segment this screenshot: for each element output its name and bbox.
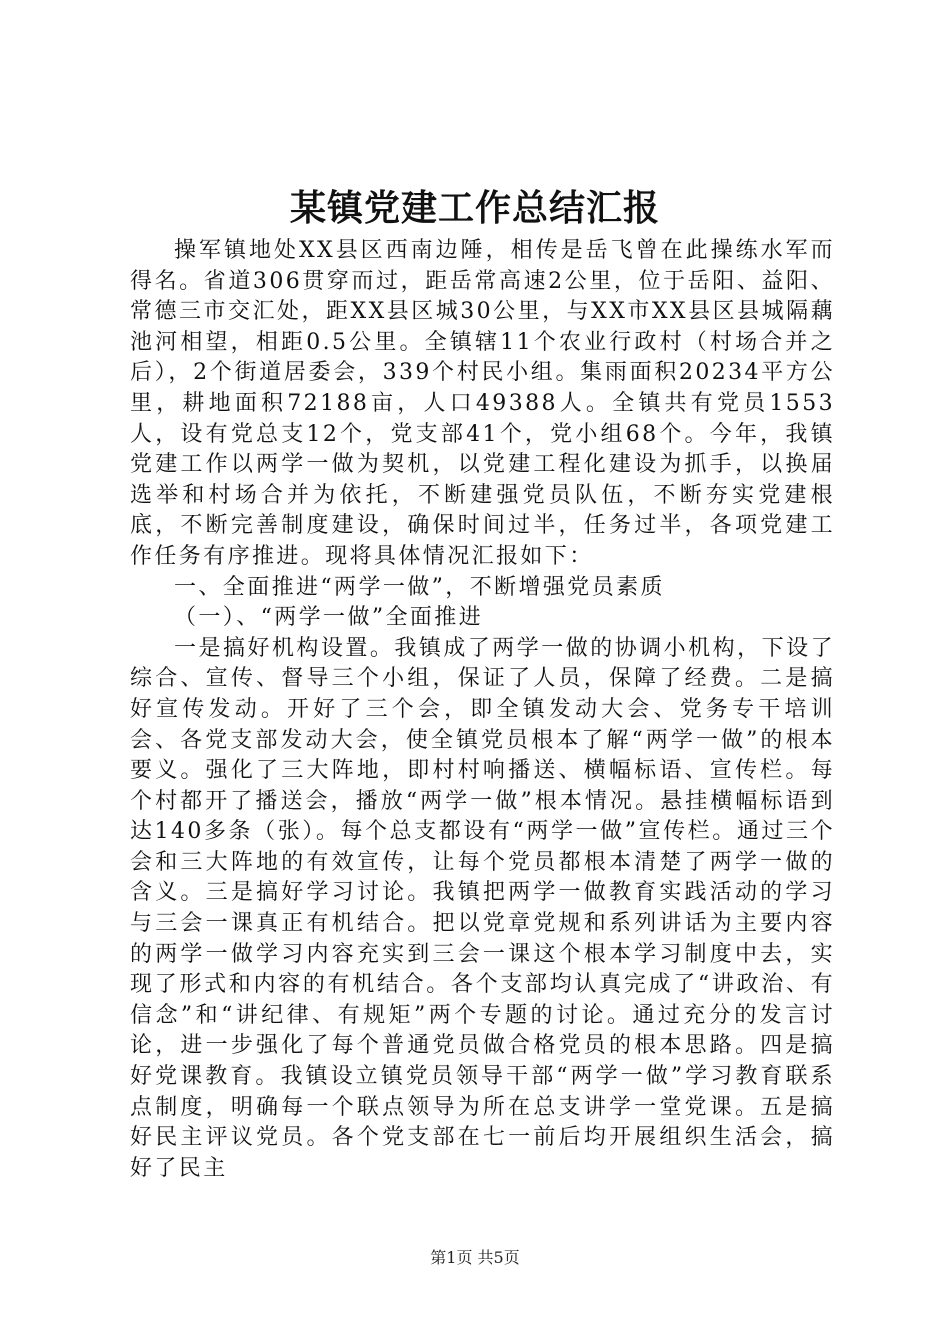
subsection-heading-1: （一）、“两学一做”全面推进 [174,605,484,631]
paragraph-intro: 操军镇地处XX县区西南边陲，相传是岳飞曾在此操练水军而得名。省道306贯穿而过，距岳常高速2公里，位于岳阳、益阳、常德三市交汇处，距XX县区城30公里，与XX市XX县区县城隔藕池河相望，相距0.5公里。全镇辖11个农业行政村（村场合并之后），2个街道居委会，339个村民小组。集雨面积20234平方公里，耕地面积72188亩，人口49388人。全镇共有党员1553人，设有党总支12个，党支部41个，党小组68个。今年，我镇党建工作以两学一做为契机，以党建工程化建设为抓手，以换届选举和村场合并为依托，不断建强党员队伍，不断夯实党建根底，不断完善制度建设，确保时间过半，任务过半，各项党建工作任务有序推进。现将具体情况汇报如下： [130,238,835,569]
section-heading-1: 一、全面推进“两学一做”，不断增强党员素质 [174,574,665,600]
page-number-footer: 第1页 共5页 [430,1248,520,1267]
document-body [130,236,835,1184]
paragraph-section-1: 一是搞好机构设置。我镇成了两学一做的协调小机构，下设了综合、宣传、督导三个小组，保证了人员，保障了经费。二是搞好宣传发动。开好了三个会，即全镇发动大会、党务专干培训会、各党支部发动大会，使全镇党员根本了解“两学一做”的根本要义。强化了三大阵地，即村村响播送、横幅标语、宣传栏。每个村都开了播送会，播放“两学一做”根本情况。悬挂横幅标语到达140多条（张）。每个总支都设有“两学一做”宣传栏。通过三个会和三大阵地的有效宣传，让每个党员都根本清楚了两学一做的含义。三是搞好学习讨论。我镇把两学一做教育实践活动的学习与三会一课真正有机结合。把以党章党规和系列讲话为主要内容的两学一做学习内容充实到三会一课这个根本学习制度中去，实现了形式和内容的有机结合。各个支部均认真完成了“讲政治、有信念”和“讲纪律、有规矩”两个专题的讨论。通过充分的发言讨论，进一步强化了每个普通党员做合格党员的根本思路。四是搞好党课教育。我镇设立镇党员领导干部“两学一做”学习教育联系点制度，明确每一个联点领导为所在总支讲学一堂党课。五是搞好民主评议党员。各个党支部在七一前后均开展组织生活会，搞好了民主 [130,635,835,1181]
page-title: 某镇党建工作总结汇报 [289,187,660,229]
